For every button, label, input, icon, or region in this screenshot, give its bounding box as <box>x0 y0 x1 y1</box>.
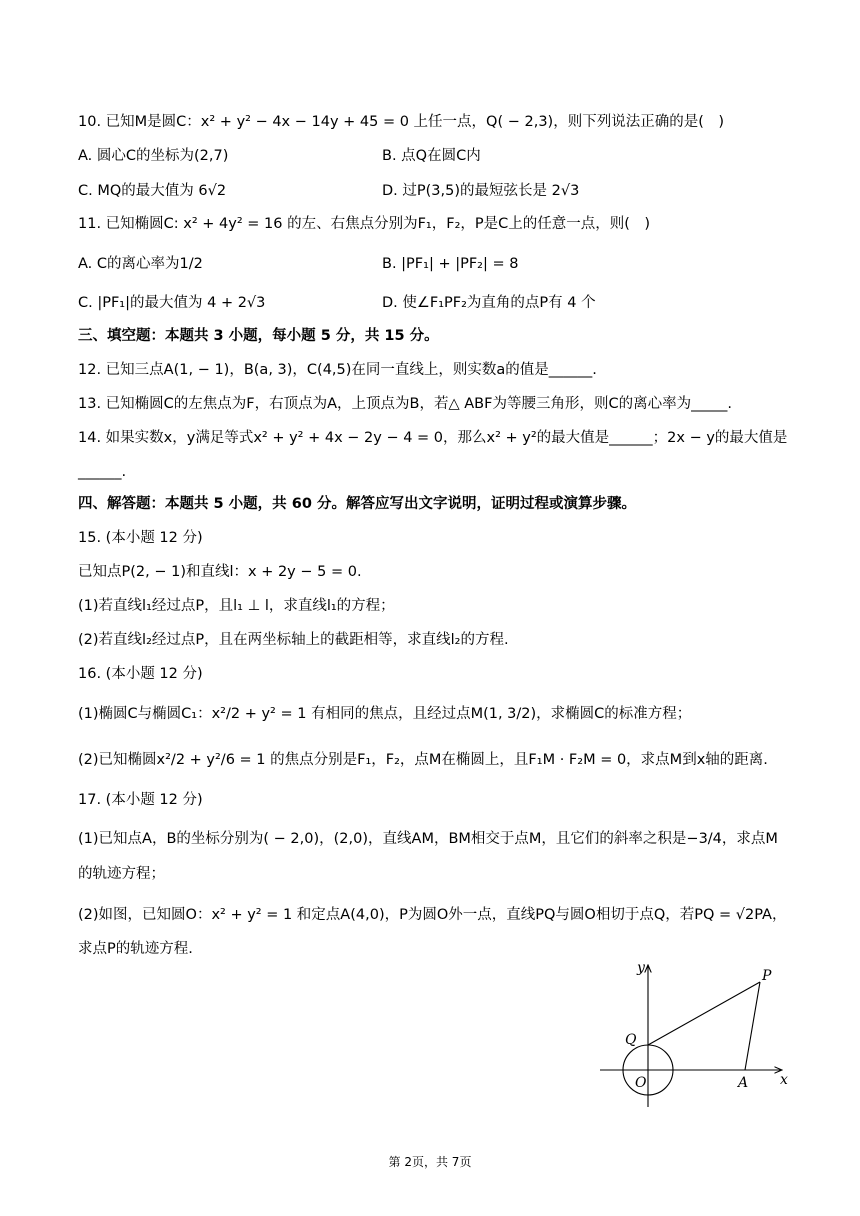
question-14-cont: ______. <box>78 464 127 480</box>
page-footer: 第 2页，共 7页 <box>388 1155 472 1169</box>
q15-stem: 已知点P(2, − 1)和直线l：x + 2y − 5 = 0. <box>78 564 362 580</box>
label-o: O <box>635 1075 647 1091</box>
q15-part-2: (2)若直线l₂经过点P，且在两坐标轴上的截距相等，求直线l₂的方程. <box>78 632 509 648</box>
label-a: A <box>738 1075 749 1091</box>
question-12: 12. 已知三点A(1, − 1)，B(a, 3)，C(4,5)在同一直线上，则实数a的值是______. <box>78 362 597 378</box>
q15-part-1: (1)若直线l₁经过点P，且l₁ ⊥ l，求直线l₁的方程； <box>78 598 395 614</box>
q11-option-c: C. |PF₁|的最大值为 4 + 2√3 <box>78 295 266 311</box>
label-q: Q <box>625 1032 637 1048</box>
question-13: 13. 已知椭圆C的左焦点为F，右顶点为A，上顶点为B，若△ ABF为等腰三角形，则C的离心率为_____. <box>78 396 732 412</box>
label-p: P <box>762 968 772 984</box>
question-10: 10. 已知M是圆C：x² + y² − 4x − 14y + 45 = 0 上任一点，Q( − 2,3)，则下列说法正确的是( ) <box>78 114 725 130</box>
question-17: 17. (本小题 12 分) <box>78 792 203 808</box>
q10-option-b: B. 点Q在圆C内 <box>382 148 481 164</box>
question-11: 11. 已知椭圆C: x² + 4y² = 16 的左、右焦点分别为F₁，F₂，P是C上的任意一点，则( ) <box>78 216 651 232</box>
question-16: 16. (本小题 12 分) <box>78 666 203 682</box>
q10-option-a: A. 圆心C的坐标为(2,7) <box>78 148 229 164</box>
question-14: 14. 如果实数x，y满足等式x² + y² + 4x − 2y − 4 = 0，那么x² + y²的最大值是______；2x − y的最大值是 <box>78 430 788 446</box>
q11-option-b: B. |PF₁| + |PF₂| = 8 <box>382 256 519 272</box>
q10-option-d: D. 过P(3,5)的最短弦长是 2√3 <box>382 183 580 199</box>
geometry-figure <box>590 955 800 1115</box>
q17-part-1: (1)已知点A，B的坐标分别为( − 2,0)，(2,0)，直线AM，BM相交于点M，且它们的斜率之积是−3/4，求点M <box>78 831 778 847</box>
label-y: y <box>637 960 645 976</box>
label-x: x <box>780 1072 788 1088</box>
segment-pq <box>648 982 760 1045</box>
question-15: 15. (本小题 12 分) <box>78 530 203 546</box>
section-solve: 四、解答题：本题共 5 小题，共 60 分。解答应写出文字说明，证明过程或演算步骤。 <box>78 496 636 512</box>
q16-part-1: (1)椭圆C与椭圆C₁：x²/2 + y² = 1 有相同的焦点，且经过点M(1, 3/2)，求椭圆C的标准方程； <box>78 706 692 722</box>
q11-option-a: A. C的离心率为1/2 <box>78 256 203 272</box>
q16-part-2: (2)已知椭圆x²/2 + y²/6 = 1 的焦点分别是F₁，F₂，点M在椭圆上，且F₁M · F₂M = 0，求点M到x轴的距离. <box>78 752 768 768</box>
q17-part-2-cont: 求点P的轨迹方程. <box>78 941 193 957</box>
section-fill-in: 三、填空题：本题共 3 小题，每小题 5 分，共 15 分。 <box>78 328 439 344</box>
q10-option-c: C. MQ的最大值为 6√2 <box>78 183 227 199</box>
q17-part-2: (2)如图，已知圆O：x² + y² = 1 和定点A(4,0)，P为圆O外一点，直线PQ与圆O相切于点Q，若PQ = √2PA， <box>78 907 787 923</box>
segment-pa <box>745 982 760 1070</box>
q17-part-1-cont: 的轨迹方程； <box>78 866 165 882</box>
q11-option-d: D. 使∠F₁PF₂为直角的点P有 4 个 <box>382 295 596 311</box>
